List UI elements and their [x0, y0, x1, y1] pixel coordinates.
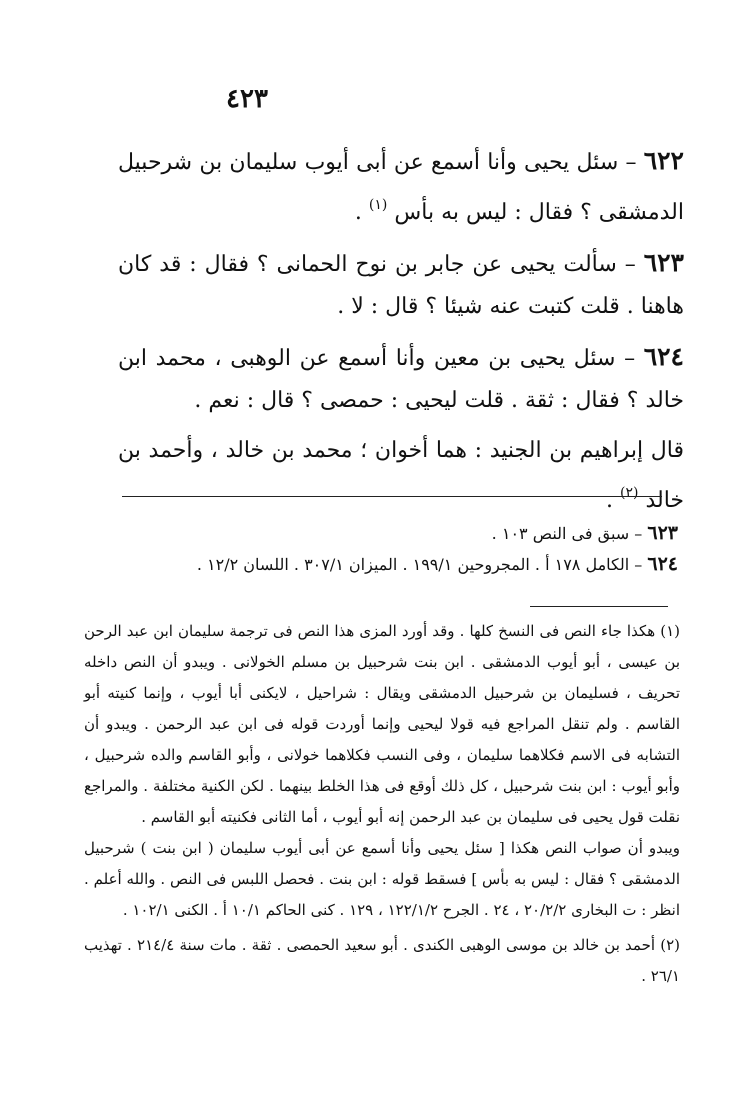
reference-line	[118, 518, 678, 549]
paragraph-text: قال إبراهيم بن الجنيد : هما أخوان ؛ محمد بن خالد ، وأحمد بن خالد	[118, 438, 684, 513]
entry-number: ٦٢٤	[643, 342, 684, 371]
entry-number: ٦٢٣	[643, 248, 684, 277]
entry-624	[118, 336, 684, 422]
page-number: ٤٢٣	[226, 84, 268, 114]
reference-block	[118, 518, 678, 580]
entry-text: – سئل يحيى بن معين وأنا أسمع عن الوهبى ، محمد ابن خالد ؟ فقال : ثقة . قلت ليحيى : حمصى ؟ قال : نعم .	[118, 346, 684, 413]
reference-number: ٦٢٤	[647, 553, 678, 575]
footnote-separator-rule	[530, 606, 668, 607]
text-separator-rule	[122, 496, 662, 497]
footnote-1: (١) هكذا جاء النص فى النسخ كلها . وقد أورد المزى هذا النص فى ترجمة سليمان ابن عبد الرحن بن عيسى ، أبو أيوب الدمشقى . ابن بنت شرحبيل بن مسلم الخولانى . ويبدو أن النص داخله تحريف ، فسليمان بن شرحبيل الدمشقى ويقال : شراحيل ، لايكنى أبا أيوب ، وإنما كنيته أبو القاسم . ولم تنقل المراجع فيه قولا ليحيى وإنما أوردت قوله فى ابن عبد الرحمن . ويبدو أن التشابه فى الاسم فكلاهما سليمان ، وفى النسب فكلاهما خولانى ، وأبو القاسم والده شرحبيل ، وأبو أيوب : ابن بنت شرحبيل ، كل ذلك أوقع فى هذا الخلط بينهما . لكن الكنية مختلفة . والمراجع نقلت قول يحيى فى سليمان بن عبد الرحمن إنه أبو أيوب ، أما الثانى فكنيته أبو القاسم .	[84, 622, 680, 826]
footnote-2: (٢) أحمد بن خالد بن موسى الوهبى الكندى . أبو سعيد الحمصى . ثقة . مات سنة ٢١٤/٤ . تهذيب ٢٦/١ .	[84, 936, 681, 985]
entry-text: – سألت يحيى عن جابر بن نوح الحمانى ؟ فقال : قد كان هاهنا . قلت كتبت عنه شيئا ؟ قال : لا .	[118, 252, 684, 319]
entry-end: .	[354, 200, 369, 225]
main-text	[118, 140, 684, 522]
footnote-marker: (٢)	[619, 485, 639, 501]
paragraph-end: .	[605, 488, 620, 513]
footnote-1-continued: ويبدو أن صواب النص هكذا [ سئل يحيى وأنا أسمع عن أبى أيوب سليمان ( ابن بنت ) شرحبيل الدمشقى ؟ فقال : ليس به بأس ] فسقط قوله : ابن بنت . فحصل اللبس فى النص . والله أعلم . انظر : ت البخارى ٢٠/٢/٢ ، ٢٤ . الجرح ١٢٢/١/٢ ، ١٢٩ . كنى الحاكم ١٠/١ أ . الكنى ١٠٢/١ .	[84, 839, 680, 919]
entry-text: – سئل يحيى وأنا أسمع عن أبى أيوب سليمان بن شرحبيل الدمشقى ؟ فقال : ليس به بأس	[118, 150, 684, 225]
entry-623	[118, 242, 684, 328]
entry-number: ٦٢٢	[643, 146, 684, 175]
entry-622	[118, 140, 684, 234]
reference-number: ٦٢٣	[647, 522, 678, 544]
reference-line	[118, 549, 678, 580]
footnote-marker: (١)	[368, 197, 388, 213]
footnotes	[84, 616, 680, 992]
reference-text: – سبق فى النص ١٠٣ .	[491, 524, 648, 543]
ibn-junayd-paragraph	[118, 430, 684, 522]
reference-text: – الكامل ١٧٨ أ . المجروحين ١٩٩/١ . الميزان ٣٠٧/١ . اللسان ١٢/٢ .	[196, 555, 648, 574]
